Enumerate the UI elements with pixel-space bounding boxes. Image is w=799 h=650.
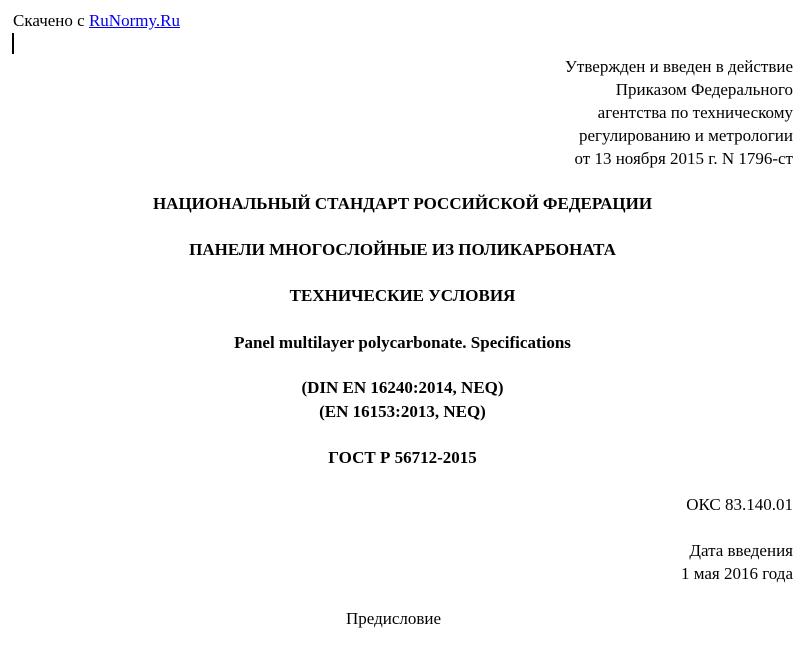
intro-date-value: 1 мая 2016 года xyxy=(680,564,793,583)
approval-block xyxy=(393,55,793,170)
approval-line: Приказом Федерального xyxy=(615,80,793,99)
text-cursor xyxy=(12,33,14,54)
downloaded-prefix: Скачено с xyxy=(13,11,89,30)
oks-code: ОКС 83.140.01 xyxy=(686,495,793,514)
approval-line: агентства по техническому xyxy=(597,103,793,122)
runormy-link[interactable]: RuNormy.Ru xyxy=(88,11,180,30)
product-title: ПАНЕЛИ МНОГОСЛОЙНЫЕ ИЗ ПОЛИКАРБОНАТА xyxy=(189,240,616,259)
approval-line: регулированию и метрологии xyxy=(578,126,793,145)
preface-heading: Предисловие xyxy=(346,609,442,628)
specifications-title: ТЕХНИЧЕСКИЕ УСЛОВИЯ xyxy=(289,286,516,305)
reference-en: (EN 16153:2013, NEQ) xyxy=(319,402,486,421)
approval-line: Утвержден и введен в действие xyxy=(564,57,793,76)
gost-number: ГОСТ Р 56712-2015 xyxy=(328,448,477,467)
english-title: Panel multilayer polycarbonate. Specifications xyxy=(234,333,571,352)
approval-line: от 13 ноября 2015 г. N 1796-ст xyxy=(574,149,793,168)
reference-din: (DIN EN 16240:2014, NEQ) xyxy=(301,378,504,397)
downloaded-from-line xyxy=(13,9,180,32)
national-standard-title: НАЦИОНАЛЬНЫЙ СТАНДАРТ РОССИЙСКОЙ ФЕДЕРАЦИИ xyxy=(152,194,653,213)
intro-date-label: Дата введения xyxy=(689,541,793,560)
